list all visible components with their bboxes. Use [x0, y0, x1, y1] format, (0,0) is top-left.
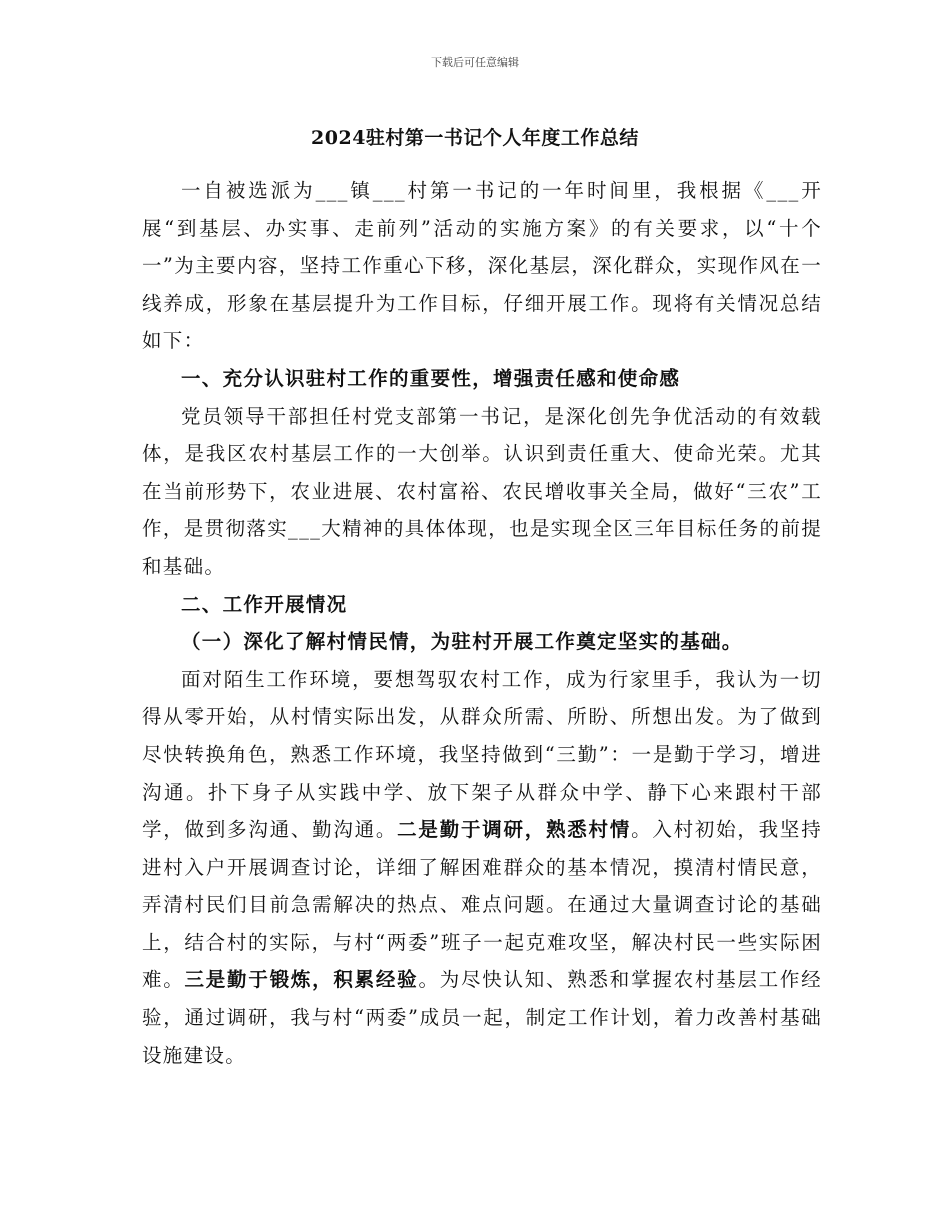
document-body: [142, 172, 822, 1074]
paragraph-2: [142, 661, 822, 1075]
header-note: 下载后可任意编辑: [431, 56, 519, 69]
section-heading-2: 二、工作开展情况: [181, 592, 348, 616]
subsection-heading-1: （一）深化了解村情民情，为驻村开展工作奠定坚实的基础。: [181, 630, 743, 654]
paragraph-2-bold-b: 二是勤于调研，熟悉村情: [397, 818, 632, 842]
paragraph-2-part-a: 面对陌生工作环境，要想驾驭农村工作，成为行家里手，我认为一切得从零开始，从村情实际出发，从群众所需、所盼、所想出发。为了做到尽快转换角色，熟悉工作环境，我坚持做到“三勤”：一是勤于学习，增进沟通。扑下身子从实践中学、放下架子从群众中学、静下心来跟村干部学，做到多沟通、勤沟通。: [142, 667, 822, 842]
paragraph-2-bold-d: 三是勤于锻炼，积累经验: [184, 968, 419, 992]
section-heading-1: 一、充分认识驻村工作的重要性，增强责任感和使命感: [181, 366, 681, 390]
intro-paragraph: 一自被选派为___镇___村第一书记的一年时间里，我根据《___开展“到基层、办实事、走前列”活动的实施方案》的有关要求，以“十个一”为主要内容，坚持工作重心下移，深化基层，深化群众，实现作风在一线养成，形象在基层提升为工作目标，仔细开展工作。现将有关情况总结如下：: [142, 179, 822, 353]
document-title: 2024驻村第一书记个人年度工作总结: [311, 127, 639, 149]
paragraph-1: 党员领导干部担任村党支部第一书记，是深化创先争优活动的有效载体，是我区农村基层工作的一大创举。认识到责任重大、使命光荣。尤其在当前形势下，农业进展、农村富裕、农民增收事关全局，做好“三农”工作，是贯彻落实___大精神的具体体现，也是实现全区三年目标任务的前提和基础。: [142, 404, 822, 578]
paragraph-2-part-c: 。入村初始，我坚持进村入户开展调查讨论，详细了解困难群众的基本情况，摸清村情民意，弄清村民们目前急需解决的热点、难点问题。在通过大量调查讨论的基础上，结合村的实际，与村“两委”班子一起克难攻坚，解决村民一些实际困难。: [142, 818, 822, 992]
paragraph-2-part-e: 。为尽快认知、熟悉和掌握农村基层工作经验，通过调研，我与村“两委”成员一起，制定工作计划，着力改善村基础设施建设。: [142, 968, 822, 1067]
